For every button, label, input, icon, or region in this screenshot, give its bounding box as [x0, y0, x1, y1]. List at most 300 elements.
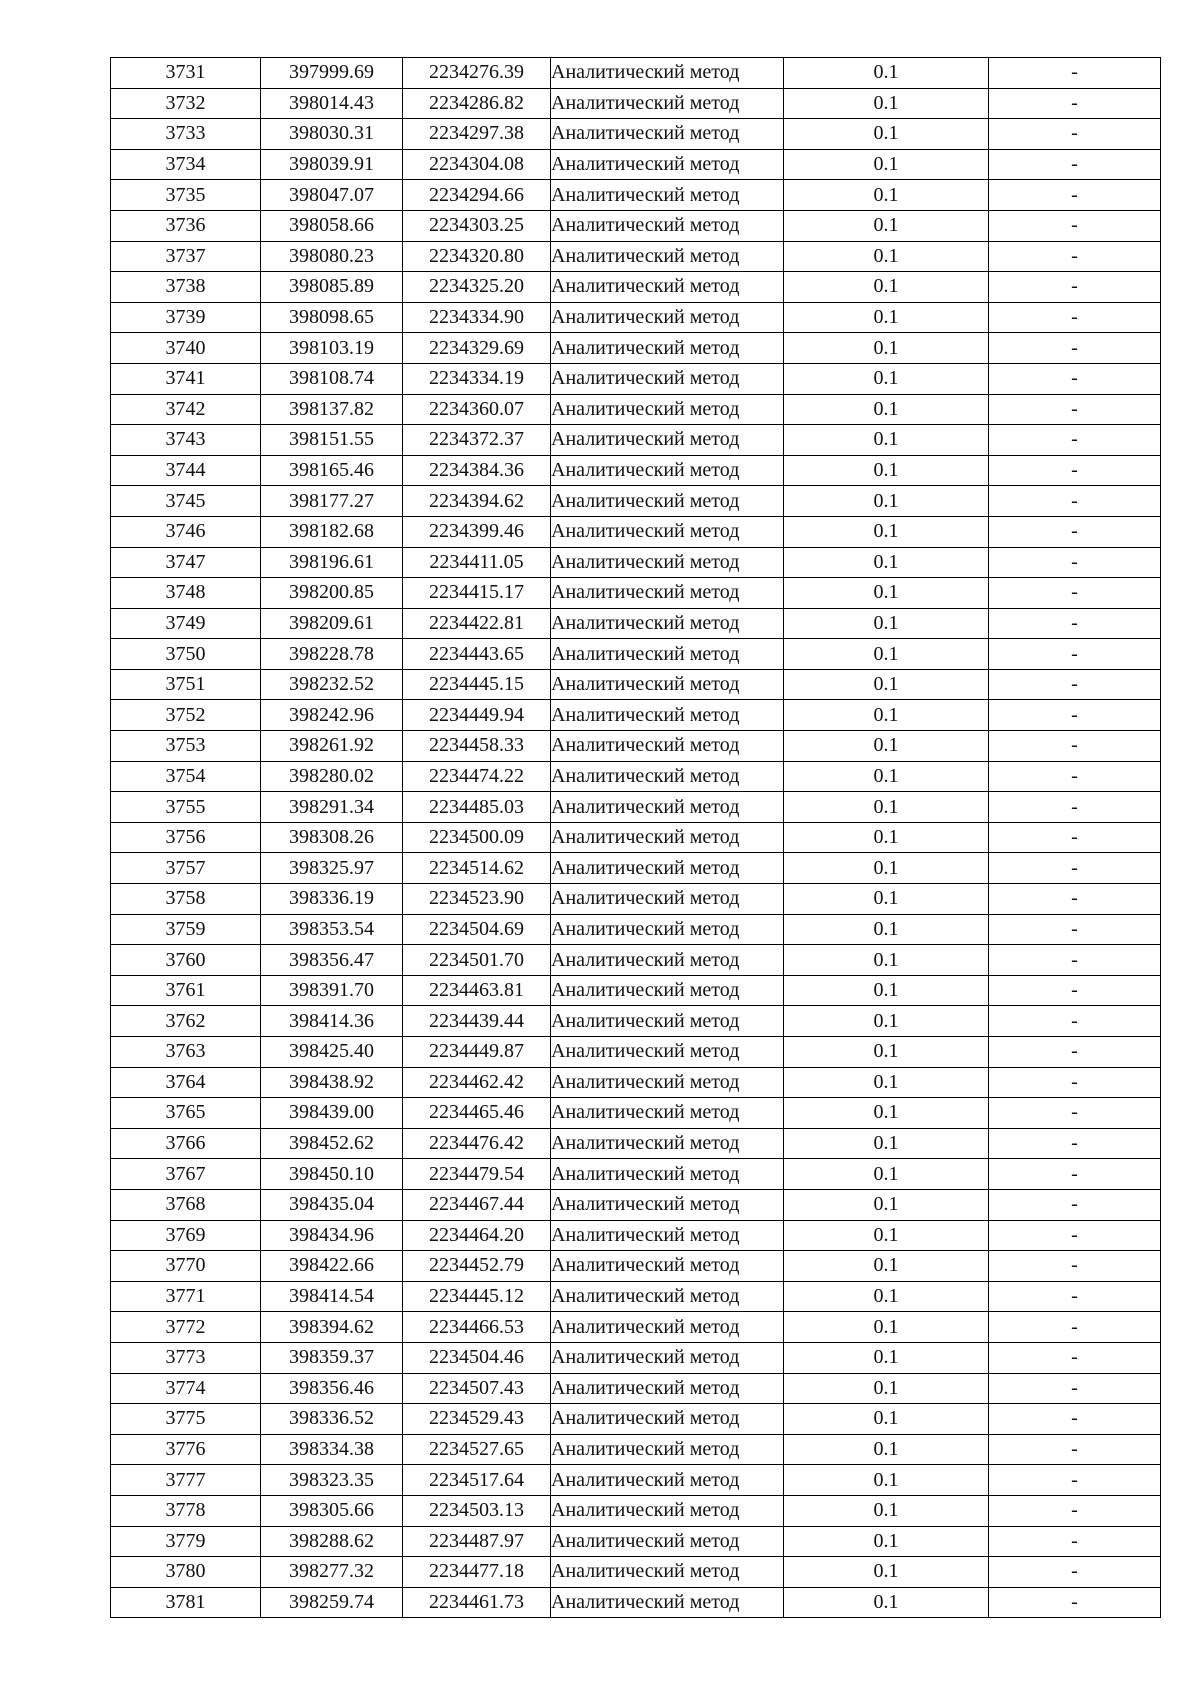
point-number-cell: 3739 — [111, 302, 261, 333]
x-coordinate-cell: 398334.38 — [261, 1434, 403, 1465]
point-number-cell: 3750 — [111, 639, 261, 670]
description-cell: - — [989, 363, 1161, 394]
description-cell: - — [989, 455, 1161, 486]
y-coordinate-cell: 2234504.69 — [403, 914, 551, 945]
point-number-cell: 3742 — [111, 394, 261, 425]
point-number-cell: 3757 — [111, 853, 261, 884]
method-cell: Аналитический метод — [551, 180, 784, 211]
description-cell: - — [989, 1281, 1161, 1312]
table-row — [111, 241, 1161, 272]
method-cell: Аналитический метод — [551, 455, 784, 486]
description-cell: - — [989, 1037, 1161, 1068]
description-cell: - — [989, 272, 1161, 303]
x-coordinate-cell: 398228.78 — [261, 639, 403, 670]
point-number-cell: 3748 — [111, 578, 261, 609]
method-cell: Аналитический метод — [551, 1587, 784, 1618]
description-cell: - — [989, 669, 1161, 700]
accuracy-cell: 0.1 — [784, 1587, 989, 1618]
table-row — [111, 1189, 1161, 1220]
x-coordinate-cell: 398196.61 — [261, 547, 403, 578]
description-cell: - — [989, 149, 1161, 180]
x-coordinate-cell: 398259.74 — [261, 1587, 403, 1618]
table-row — [111, 394, 1161, 425]
method-cell: Аналитический метод — [551, 639, 784, 670]
description-cell: - — [989, 945, 1161, 976]
table-row — [111, 1465, 1161, 1496]
point-number-cell: 3768 — [111, 1189, 261, 1220]
point-number-cell: 3731 — [111, 58, 261, 89]
y-coordinate-cell: 2234411.05 — [403, 547, 551, 578]
description-cell: - — [989, 1067, 1161, 1098]
point-number-cell: 3758 — [111, 884, 261, 915]
description-cell: - — [989, 1587, 1161, 1618]
point-number-cell: 3774 — [111, 1373, 261, 1404]
table-row — [111, 761, 1161, 792]
method-cell: Аналитический метод — [551, 608, 784, 639]
method-cell: Аналитический метод — [551, 425, 784, 456]
method-cell: Аналитический метод — [551, 945, 784, 976]
accuracy-cell: 0.1 — [784, 608, 989, 639]
y-coordinate-cell: 2234523.90 — [403, 884, 551, 915]
method-cell: Аналитический метод — [551, 119, 784, 150]
accuracy-cell: 0.1 — [784, 1526, 989, 1557]
accuracy-cell: 0.1 — [784, 731, 989, 762]
method-cell: Аналитический метод — [551, 975, 784, 1006]
accuracy-cell: 0.1 — [784, 1312, 989, 1343]
x-coordinate-cell: 398232.52 — [261, 669, 403, 700]
point-number-cell: 3769 — [111, 1220, 261, 1251]
accuracy-cell: 0.1 — [784, 1098, 989, 1129]
accuracy-cell: 0.1 — [784, 945, 989, 976]
method-cell: Аналитический метод — [551, 1189, 784, 1220]
table-row — [111, 302, 1161, 333]
point-number-cell: 3776 — [111, 1434, 261, 1465]
method-cell: Аналитический метод — [551, 884, 784, 915]
description-cell: - — [989, 1465, 1161, 1496]
point-number-cell: 3737 — [111, 241, 261, 272]
y-coordinate-cell: 2234514.62 — [403, 853, 551, 884]
accuracy-cell: 0.1 — [784, 516, 989, 547]
accuracy-cell: 0.1 — [784, 975, 989, 1006]
y-coordinate-cell: 2234449.87 — [403, 1037, 551, 1068]
accuracy-cell: 0.1 — [784, 363, 989, 394]
accuracy-cell: 0.1 — [784, 1067, 989, 1098]
y-coordinate-cell: 2234479.54 — [403, 1159, 551, 1190]
point-number-cell: 3752 — [111, 700, 261, 731]
x-coordinate-cell: 398414.54 — [261, 1281, 403, 1312]
accuracy-cell: 0.1 — [784, 119, 989, 150]
x-coordinate-cell: 398353.54 — [261, 914, 403, 945]
method-cell: Аналитический метод — [551, 578, 784, 609]
table-row — [111, 547, 1161, 578]
point-number-cell: 3747 — [111, 547, 261, 578]
accuracy-cell: 0.1 — [784, 58, 989, 89]
y-coordinate-cell: 2234527.65 — [403, 1434, 551, 1465]
method-cell: Аналитический метод — [551, 1281, 784, 1312]
table-row — [111, 1404, 1161, 1435]
point-number-cell: 3764 — [111, 1067, 261, 1098]
method-cell: Аналитический метод — [551, 547, 784, 578]
table-row — [111, 180, 1161, 211]
x-coordinate-cell: 398151.55 — [261, 425, 403, 456]
accuracy-cell: 0.1 — [784, 302, 989, 333]
method-cell: Аналитический метод — [551, 853, 784, 884]
table-row — [111, 975, 1161, 1006]
point-number-cell: 3736 — [111, 210, 261, 241]
x-coordinate-cell: 398391.70 — [261, 975, 403, 1006]
description-cell: - — [989, 700, 1161, 731]
method-cell: Аналитический метод — [551, 58, 784, 89]
accuracy-cell: 0.1 — [784, 180, 989, 211]
method-cell: Аналитический метод — [551, 302, 784, 333]
x-coordinate-cell: 398014.43 — [261, 88, 403, 119]
method-cell: Аналитический метод — [551, 1220, 784, 1251]
description-cell: - — [989, 578, 1161, 609]
method-cell: Аналитический метод — [551, 486, 784, 517]
x-coordinate-cell: 398200.85 — [261, 578, 403, 609]
y-coordinate-cell: 2234449.94 — [403, 700, 551, 731]
table-row — [111, 1006, 1161, 1037]
point-number-cell: 3766 — [111, 1128, 261, 1159]
x-coordinate-cell: 398039.91 — [261, 149, 403, 180]
point-number-cell: 3767 — [111, 1159, 261, 1190]
point-number-cell: 3763 — [111, 1037, 261, 1068]
y-coordinate-cell: 2234452.79 — [403, 1251, 551, 1282]
point-number-cell: 3749 — [111, 608, 261, 639]
method-cell: Аналитический метод — [551, 210, 784, 241]
y-coordinate-cell: 2234394.62 — [403, 486, 551, 517]
description-cell: - — [989, 1098, 1161, 1129]
x-coordinate-cell: 398325.97 — [261, 853, 403, 884]
x-coordinate-cell: 398435.04 — [261, 1189, 403, 1220]
x-coordinate-cell: 398277.32 — [261, 1557, 403, 1588]
description-cell: - — [989, 425, 1161, 456]
point-number-cell: 3781 — [111, 1587, 261, 1618]
description-cell: - — [989, 853, 1161, 884]
description-cell: - — [989, 1189, 1161, 1220]
table-row — [111, 425, 1161, 456]
point-number-cell: 3746 — [111, 516, 261, 547]
point-number-cell: 3777 — [111, 1465, 261, 1496]
table-row — [111, 945, 1161, 976]
method-cell: Аналитический метод — [551, 792, 784, 823]
x-coordinate-cell: 398439.00 — [261, 1098, 403, 1129]
table-row — [111, 1037, 1161, 1068]
description-cell: - — [989, 119, 1161, 150]
description-cell: - — [989, 1495, 1161, 1526]
y-coordinate-cell: 2234501.70 — [403, 945, 551, 976]
y-coordinate-cell: 2234320.80 — [403, 241, 551, 272]
x-coordinate-cell: 398242.96 — [261, 700, 403, 731]
x-coordinate-cell: 398434.96 — [261, 1220, 403, 1251]
accuracy-cell: 0.1 — [784, 792, 989, 823]
y-coordinate-cell: 2234463.81 — [403, 975, 551, 1006]
y-coordinate-cell: 2234487.97 — [403, 1526, 551, 1557]
x-coordinate-cell: 398209.61 — [261, 608, 403, 639]
x-coordinate-cell: 398058.66 — [261, 210, 403, 241]
point-number-cell: 3756 — [111, 822, 261, 853]
method-cell: Аналитический метод — [551, 1312, 784, 1343]
x-coordinate-cell: 398177.27 — [261, 486, 403, 517]
y-coordinate-cell: 2234286.82 — [403, 88, 551, 119]
description-cell: - — [989, 58, 1161, 89]
point-number-cell: 3778 — [111, 1495, 261, 1526]
accuracy-cell: 0.1 — [784, 425, 989, 456]
table-row — [111, 1434, 1161, 1465]
description-cell: - — [989, 516, 1161, 547]
y-coordinate-cell: 2234467.44 — [403, 1189, 551, 1220]
accuracy-cell: 0.1 — [784, 914, 989, 945]
point-number-cell: 3773 — [111, 1342, 261, 1373]
x-coordinate-cell: 398308.26 — [261, 822, 403, 853]
method-cell: Аналитический метод — [551, 149, 784, 180]
table-row — [111, 1373, 1161, 1404]
table-row — [111, 1067, 1161, 1098]
description-cell: - — [989, 761, 1161, 792]
description-cell: - — [989, 1220, 1161, 1251]
method-cell: Аналитический метод — [551, 1159, 784, 1190]
table-row — [111, 1220, 1161, 1251]
description-cell: - — [989, 394, 1161, 425]
method-cell: Аналитический метод — [551, 1251, 784, 1282]
description-cell: - — [989, 302, 1161, 333]
table-row — [111, 822, 1161, 853]
x-coordinate-cell: 398291.34 — [261, 792, 403, 823]
description-cell: - — [989, 822, 1161, 853]
accuracy-cell: 0.1 — [784, 1434, 989, 1465]
x-coordinate-cell: 398323.35 — [261, 1465, 403, 1496]
method-cell: Аналитический метод — [551, 1006, 784, 1037]
y-coordinate-cell: 2234422.81 — [403, 608, 551, 639]
y-coordinate-cell: 2234399.46 — [403, 516, 551, 547]
description-cell: - — [989, 1404, 1161, 1435]
y-coordinate-cell: 2234415.17 — [403, 578, 551, 609]
table-row — [111, 1128, 1161, 1159]
x-coordinate-cell: 398261.92 — [261, 731, 403, 762]
x-coordinate-cell: 398137.82 — [261, 394, 403, 425]
method-cell: Аналитический метод — [551, 1557, 784, 1588]
y-coordinate-cell: 2234297.38 — [403, 119, 551, 150]
method-cell: Аналитический метод — [551, 1098, 784, 1129]
point-number-cell: 3745 — [111, 486, 261, 517]
y-coordinate-cell: 2234304.08 — [403, 149, 551, 180]
y-coordinate-cell: 2234294.66 — [403, 180, 551, 211]
accuracy-cell: 0.1 — [784, 1373, 989, 1404]
point-number-cell: 3732 — [111, 88, 261, 119]
description-cell: - — [989, 1006, 1161, 1037]
table-row — [111, 914, 1161, 945]
method-cell: Аналитический метод — [551, 1526, 784, 1557]
accuracy-cell: 0.1 — [784, 1189, 989, 1220]
y-coordinate-cell: 2234462.42 — [403, 1067, 551, 1098]
method-cell: Аналитический метод — [551, 1342, 784, 1373]
y-coordinate-cell: 2234303.25 — [403, 210, 551, 241]
accuracy-cell: 0.1 — [784, 578, 989, 609]
description-cell: - — [989, 914, 1161, 945]
method-cell: Аналитический метод — [551, 731, 784, 762]
x-coordinate-cell: 398356.47 — [261, 945, 403, 976]
description-cell: - — [989, 608, 1161, 639]
point-number-cell: 3755 — [111, 792, 261, 823]
point-number-cell: 3738 — [111, 272, 261, 303]
accuracy-cell: 0.1 — [784, 210, 989, 241]
method-cell: Аналитический метод — [551, 516, 784, 547]
description-cell: - — [989, 1373, 1161, 1404]
x-coordinate-cell: 398425.40 — [261, 1037, 403, 1068]
description-cell: - — [989, 975, 1161, 1006]
accuracy-cell: 0.1 — [784, 1220, 989, 1251]
description-cell: - — [989, 1342, 1161, 1373]
point-number-cell: 3733 — [111, 119, 261, 150]
table-row — [111, 1098, 1161, 1129]
accuracy-cell: 0.1 — [784, 1159, 989, 1190]
point-number-cell: 3772 — [111, 1312, 261, 1343]
description-cell: - — [989, 88, 1161, 119]
description-cell: - — [989, 884, 1161, 915]
y-coordinate-cell: 2234458.33 — [403, 731, 551, 762]
table-body — [111, 58, 1161, 1618]
point-number-cell: 3735 — [111, 180, 261, 211]
x-coordinate-cell: 398085.89 — [261, 272, 403, 303]
accuracy-cell: 0.1 — [784, 822, 989, 853]
point-number-cell: 3775 — [111, 1404, 261, 1435]
table-row — [111, 272, 1161, 303]
accuracy-cell: 0.1 — [784, 1342, 989, 1373]
y-coordinate-cell: 2234504.46 — [403, 1342, 551, 1373]
y-coordinate-cell: 2234485.03 — [403, 792, 551, 823]
method-cell: Аналитический метод — [551, 1067, 784, 1098]
y-coordinate-cell: 2234372.37 — [403, 425, 551, 456]
y-coordinate-cell: 2234507.43 — [403, 1373, 551, 1404]
table-row — [111, 1587, 1161, 1618]
y-coordinate-cell: 2234517.64 — [403, 1465, 551, 1496]
description-cell: - — [989, 1251, 1161, 1282]
point-number-cell: 3765 — [111, 1098, 261, 1129]
x-coordinate-cell: 398414.36 — [261, 1006, 403, 1037]
method-cell: Аналитический метод — [551, 88, 784, 119]
x-coordinate-cell: 398182.68 — [261, 516, 403, 547]
accuracy-cell: 0.1 — [784, 1495, 989, 1526]
table-row — [111, 1526, 1161, 1557]
table-row — [111, 516, 1161, 547]
table-row — [111, 578, 1161, 609]
table-row — [111, 1251, 1161, 1282]
table-row — [111, 639, 1161, 670]
accuracy-cell: 0.1 — [784, 486, 989, 517]
y-coordinate-cell: 2234503.13 — [403, 1495, 551, 1526]
x-coordinate-cell: 398288.62 — [261, 1526, 403, 1557]
point-number-cell: 3771 — [111, 1281, 261, 1312]
table-row — [111, 455, 1161, 486]
y-coordinate-cell: 2234500.09 — [403, 822, 551, 853]
table-row — [111, 884, 1161, 915]
x-coordinate-cell: 398080.23 — [261, 241, 403, 272]
table-row — [111, 149, 1161, 180]
table-row — [111, 792, 1161, 823]
method-cell: Аналитический метод — [551, 1373, 784, 1404]
x-coordinate-cell: 398280.02 — [261, 761, 403, 792]
y-coordinate-cell: 2234443.65 — [403, 639, 551, 670]
accuracy-cell: 0.1 — [784, 272, 989, 303]
x-coordinate-cell: 398394.62 — [261, 1312, 403, 1343]
table-row — [111, 1281, 1161, 1312]
x-coordinate-cell: 398103.19 — [261, 333, 403, 364]
table-row — [111, 1495, 1161, 1526]
y-coordinate-cell: 2234445.15 — [403, 669, 551, 700]
accuracy-cell: 0.1 — [784, 333, 989, 364]
y-coordinate-cell: 2234477.18 — [403, 1557, 551, 1588]
x-coordinate-cell: 398108.74 — [261, 363, 403, 394]
x-coordinate-cell: 398452.62 — [261, 1128, 403, 1159]
y-coordinate-cell: 2234325.20 — [403, 272, 551, 303]
y-coordinate-cell: 2234276.39 — [403, 58, 551, 89]
table-row — [111, 486, 1161, 517]
y-coordinate-cell: 2234334.19 — [403, 363, 551, 394]
x-coordinate-cell: 398030.31 — [261, 119, 403, 150]
description-cell: - — [989, 1526, 1161, 1557]
point-number-cell: 3754 — [111, 761, 261, 792]
description-cell: - — [989, 486, 1161, 517]
description-cell: - — [989, 333, 1161, 364]
table-row — [111, 1342, 1161, 1373]
accuracy-cell: 0.1 — [784, 1128, 989, 1159]
table-row — [111, 58, 1161, 89]
table-row — [111, 333, 1161, 364]
y-coordinate-cell: 2234461.73 — [403, 1587, 551, 1618]
accuracy-cell: 0.1 — [784, 884, 989, 915]
method-cell: Аналитический метод — [551, 1404, 784, 1435]
point-number-cell: 3759 — [111, 914, 261, 945]
x-coordinate-cell: 398356.46 — [261, 1373, 403, 1404]
x-coordinate-cell: 398336.19 — [261, 884, 403, 915]
coordinates-table — [110, 57, 1161, 1618]
table-row — [111, 700, 1161, 731]
description-cell: - — [989, 1557, 1161, 1588]
method-cell: Аналитический метод — [551, 914, 784, 945]
accuracy-cell: 0.1 — [784, 761, 989, 792]
y-coordinate-cell: 2234476.42 — [403, 1128, 551, 1159]
y-coordinate-cell: 2234466.53 — [403, 1312, 551, 1343]
x-coordinate-cell: 397999.69 — [261, 58, 403, 89]
description-cell: - — [989, 1159, 1161, 1190]
method-cell: Аналитический метод — [551, 822, 784, 853]
accuracy-cell: 0.1 — [784, 547, 989, 578]
point-number-cell: 3734 — [111, 149, 261, 180]
table-row — [111, 1557, 1161, 1588]
y-coordinate-cell: 2234445.12 — [403, 1281, 551, 1312]
x-coordinate-cell: 398336.52 — [261, 1404, 403, 1435]
description-cell: - — [989, 639, 1161, 670]
y-coordinate-cell: 2234464.20 — [403, 1220, 551, 1251]
method-cell: Аналитический метод — [551, 1128, 784, 1159]
description-cell: - — [989, 731, 1161, 762]
y-coordinate-cell: 2234329.69 — [403, 333, 551, 364]
point-number-cell: 3741 — [111, 363, 261, 394]
method-cell: Аналитический метод — [551, 1465, 784, 1496]
x-coordinate-cell: 398438.92 — [261, 1067, 403, 1098]
accuracy-cell: 0.1 — [784, 1557, 989, 1588]
description-cell: - — [989, 1312, 1161, 1343]
x-coordinate-cell: 398305.66 — [261, 1495, 403, 1526]
method-cell: Аналитический метод — [551, 700, 784, 731]
x-coordinate-cell: 398422.66 — [261, 1251, 403, 1282]
accuracy-cell: 0.1 — [784, 853, 989, 884]
accuracy-cell: 0.1 — [784, 394, 989, 425]
description-cell: - — [989, 180, 1161, 211]
y-coordinate-cell: 2234360.07 — [403, 394, 551, 425]
accuracy-cell: 0.1 — [784, 700, 989, 731]
method-cell: Аналитический метод — [551, 363, 784, 394]
